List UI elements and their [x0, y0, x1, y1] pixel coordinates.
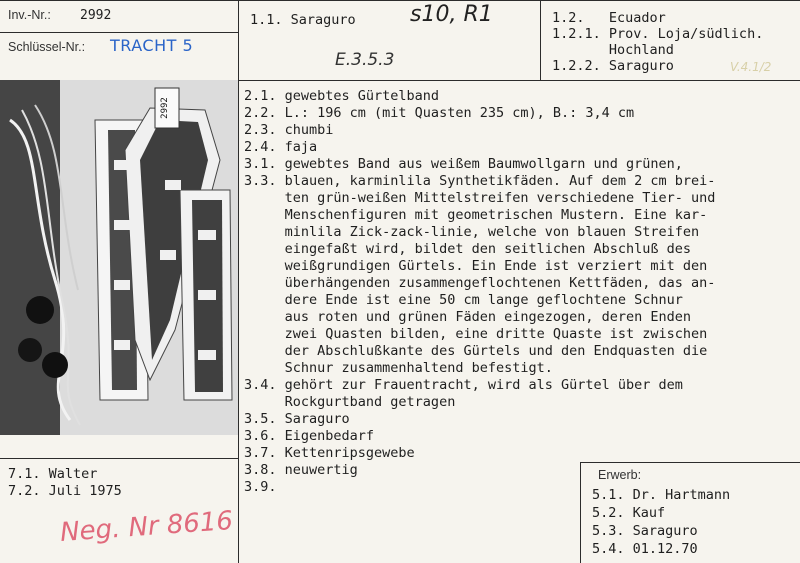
- body-line: ten grün-weißen Mittelstreifen verschiedene Tier- und: [244, 190, 716, 206]
- acquisition-block: [592, 486, 730, 558]
- body-line: 3.4. gehört zur Frauentracht, wird als Gürtel über dem: [244, 377, 683, 393]
- left-column-divider: [238, 0, 239, 563]
- location-line: 1.2.2. Saraguro: [552, 58, 674, 74]
- inv-value: 2992: [80, 8, 112, 23]
- acquisition-left-border: [580, 462, 581, 563]
- collector-date: 7.2. Juli 1975: [8, 483, 122, 499]
- body-line: 3.8. neuwertig: [244, 462, 358, 478]
- body-line: Rockgurtband getragen: [244, 394, 456, 410]
- header-column-divider: [540, 0, 541, 80]
- acquisition-line: 5.2. Kauf: [592, 505, 666, 521]
- group-name: 1.1. Saraguro: [250, 12, 356, 28]
- pencil-code: E.3.5.3: [335, 50, 395, 70]
- body-line: minlila Zick-zack-linie, welche von blauen Streifen: [244, 224, 700, 240]
- acquisition-title: Erwerb:: [598, 468, 642, 482]
- body-line: der Abschlußkante des Gürtels und den Endquasten die: [244, 343, 708, 359]
- acquisition-line: 5.3. Saraguro: [592, 523, 698, 539]
- body-line-last: 3.9.: [244, 479, 277, 495]
- key-value: TRACHT 5: [110, 36, 194, 55]
- belt-photo-image: [0, 80, 238, 435]
- acquisition-line: 5.1. Dr. Hartmann: [592, 487, 731, 503]
- body-line: eingefaßt wird, bildet den seitlichen Abschluß des: [244, 241, 692, 257]
- location-line: 1.2. Ecuador: [552, 10, 666, 26]
- location-line: Hochland: [552, 42, 674, 58]
- body-line: 2.4. faja: [244, 139, 318, 155]
- collector-block: [8, 466, 122, 500]
- acquisition-line: 5.4. 01.12.70: [592, 541, 698, 557]
- pencil-annotation: s10, R1: [410, 2, 493, 27]
- photo-tag-number: 2992: [160, 97, 170, 119]
- body-line: dere Ende ist eine 50 cm lange geflochtene Schnur: [244, 292, 683, 308]
- body-line: weißgrundigen Gürtels. Ein Ende ist verziert mit den: [244, 258, 708, 274]
- body-line: 3.6. Eigenbedarf: [244, 428, 375, 444]
- body-line: Schnur zusammenhaltend befestigt.: [244, 360, 553, 376]
- negative-number-handwritten: Neg. Nr 8616: [59, 506, 234, 548]
- body-line: 3.3. blauen, karminlila Synthetikfäden. Auf dem 2 cm brei-: [244, 173, 716, 189]
- body-line: 2.1. gewebtes Gürtelband: [244, 88, 440, 104]
- collector-divider: [0, 458, 238, 459]
- body-line: überhängenden zusammengeflochtenen Kettfäden, das an-: [244, 275, 716, 291]
- body-line: zwei Quasten bilden, eine dritte Quaste ist zwischen: [244, 326, 708, 342]
- key-label: Schlüssel-Nr.:: [8, 40, 86, 54]
- body-line: 3.5. Saraguro: [244, 411, 350, 427]
- location-line: 1.2.1. Prov. Loja/südlich.: [552, 26, 764, 42]
- faint-pencil-note: V.4.1/2: [730, 60, 772, 74]
- body-line: 2.3. chumbi: [244, 122, 334, 138]
- top-border: [0, 0, 800, 1]
- body-line: 3.7. Kettenripsgewebe: [244, 445, 415, 461]
- body-line: aus roten und grünen Fäden eingezogen, deren Enden: [244, 309, 692, 325]
- collector-name: 7.1. Walter: [8, 466, 98, 482]
- inv-row-divider: [0, 32, 238, 33]
- body-line: 3.1. gewebtes Band aus weißem Baumwollgarn und grünen,: [244, 156, 683, 172]
- body-line: 2.2. L.: 196 cm (mit Quasten 235 cm), B.: 3,4 cm: [244, 105, 635, 121]
- object-photo: [0, 80, 238, 435]
- inv-label: Inv.-Nr.:: [8, 8, 51, 22]
- body-line: Menschenfiguren mit geometrischen Mustern. Eine kar-: [244, 207, 708, 223]
